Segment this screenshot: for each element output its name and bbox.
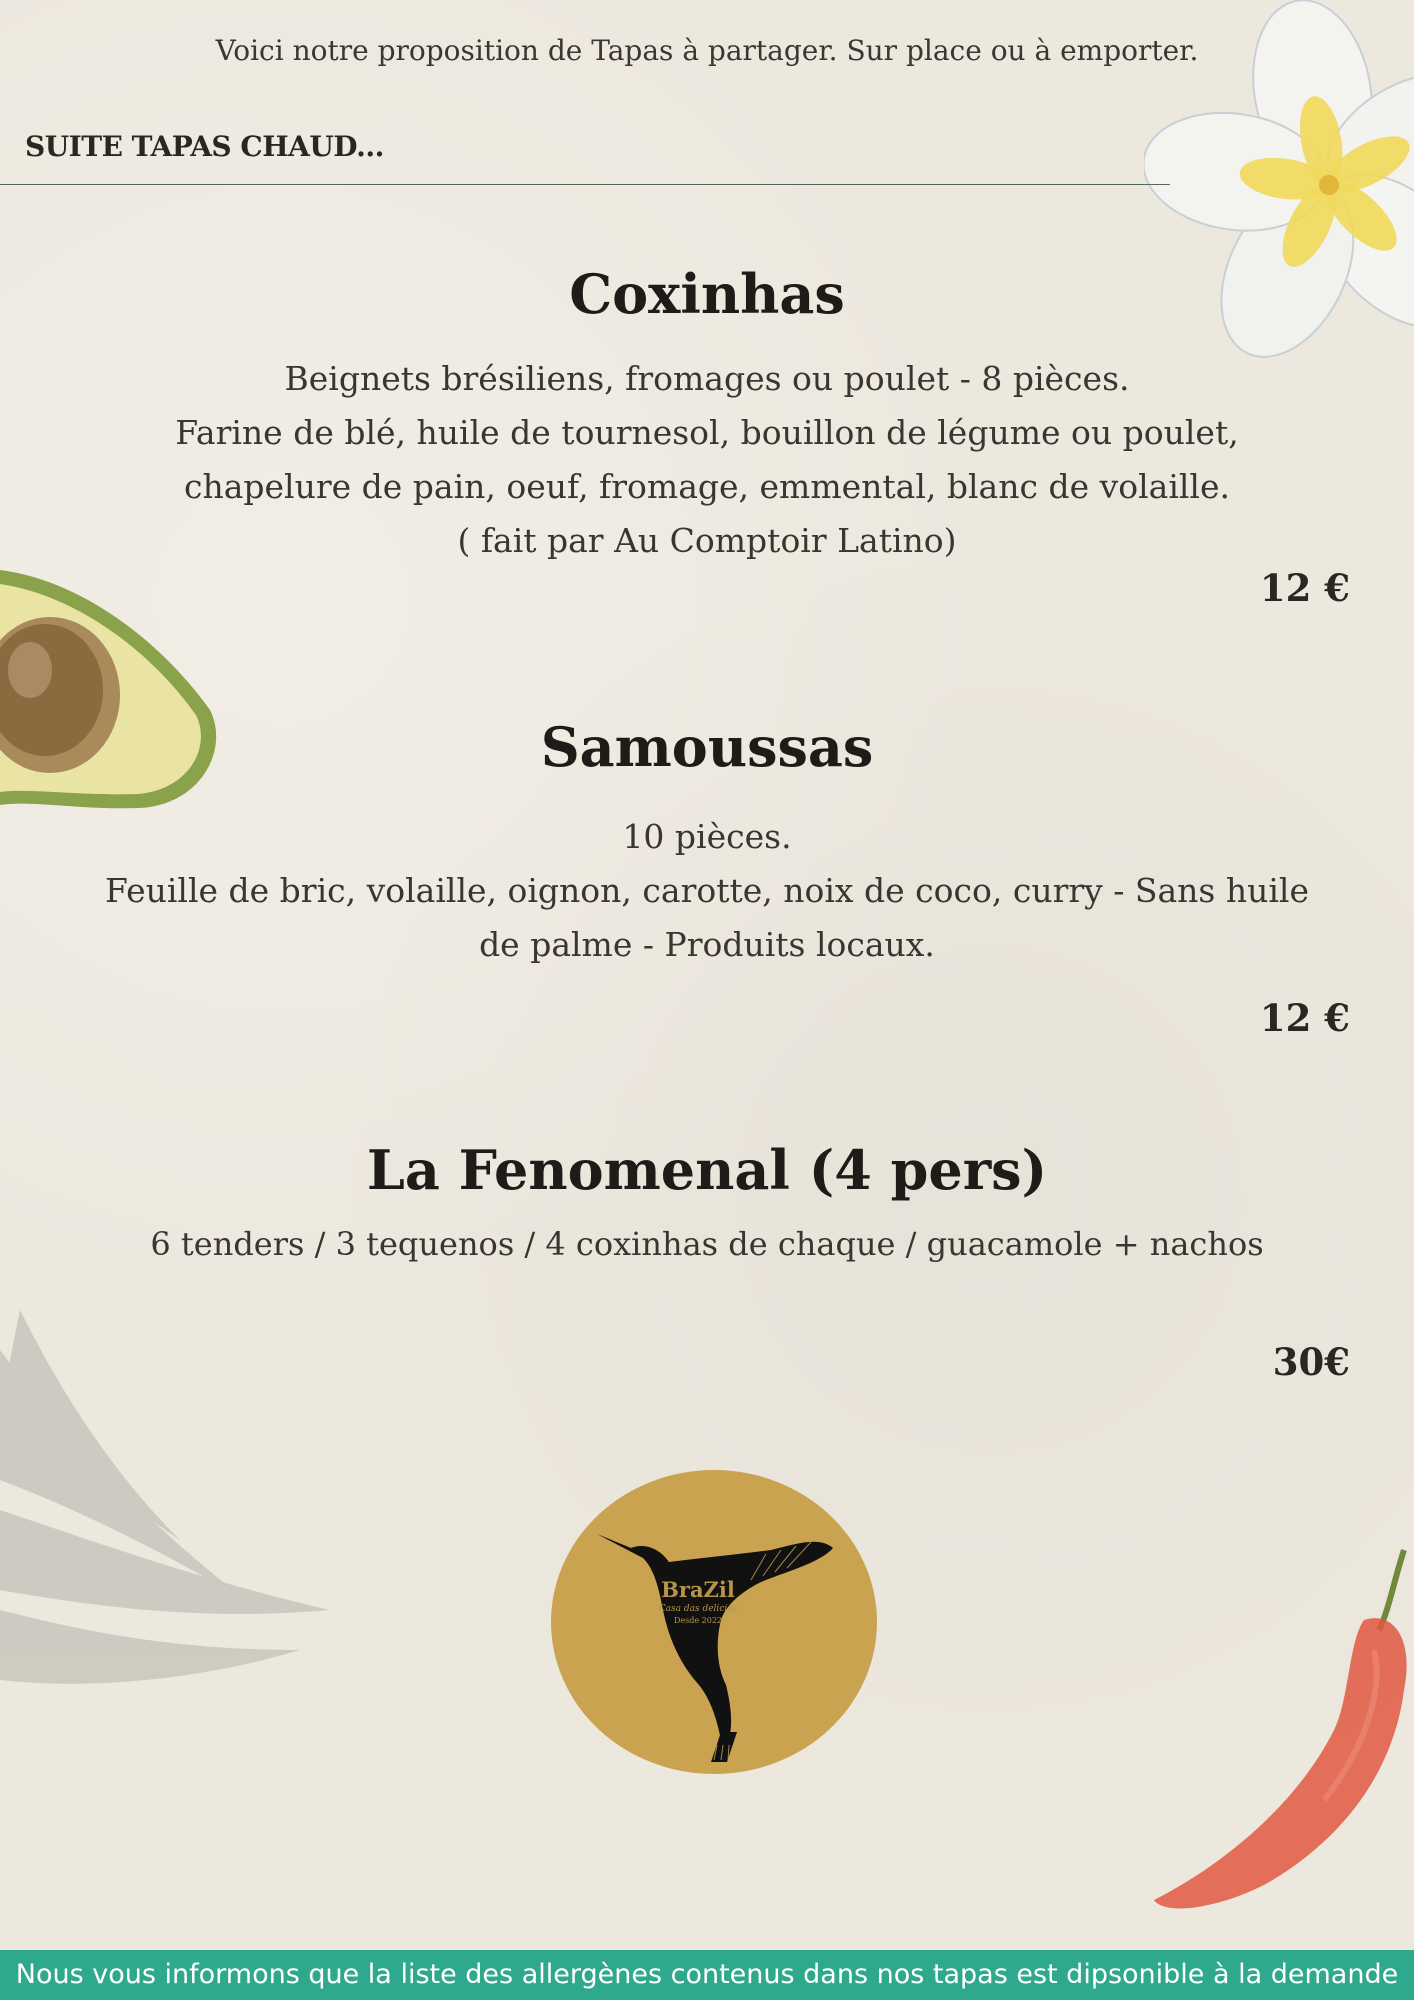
section-title: SUITE TAPAS CHAUD... <box>25 130 384 163</box>
allergen-notice-bar: Nous vous informons que la liste des allergènes contenus dans nos tapas est dipsonible à la demande <box>0 1950 1414 2000</box>
dish-description-line: Beignets brésiliens, fromages ou poulet - 8 pièces. <box>284 359 1130 398</box>
dish-price: 12 € <box>1259 996 1350 1040</box>
brazil-logo <box>551 1470 877 1774</box>
dish-description-line: ( fait par Au Comptoir Latino) <box>457 521 957 560</box>
avocado-half-icon <box>0 550 220 820</box>
section-divider <box>0 184 1170 185</box>
dish-description-line: chapelure de pain, oeuf, fromage, emmental, blanc de volaille. <box>183 467 1231 506</box>
red-chili-pepper-icon <box>1094 1540 1414 1920</box>
dish-price: 12 € <box>1259 566 1350 610</box>
dish-name: Samoussas <box>540 715 874 779</box>
dish-description-line: de palme - Produits locaux. <box>479 925 935 964</box>
logo-text <box>643 1577 753 1625</box>
dish-name: Coxinhas <box>569 262 845 326</box>
dish-description-line: Farine de blé, huile de tournesol, bouillon de légume ou poulet, <box>175 413 1239 452</box>
logo-tagline: Casa das delicias <box>658 1604 738 1614</box>
logo-since: Desde 2022 <box>673 1616 722 1625</box>
dish-description-line: 6 tenders / 3 tequenos / 4 coxinhas de chaque / guacamole + nachos <box>150 1225 1264 1263</box>
dish-description <box>0 352 1414 568</box>
dish-description-line: Feuille de bric, volaille, oignon, carotte, noix de coco, curry - Sans huile <box>104 871 1310 910</box>
dish-description <box>0 810 1414 972</box>
palm-leaf-shadow-icon <box>0 1310 360 1740</box>
dish-price: 30€ <box>1272 1340 1350 1384</box>
logo-name: BraZil <box>661 1577 735 1602</box>
dish-name: La Fenomenal (4 pers) <box>366 1138 1048 1202</box>
intro-text: Voici notre proposition de Tapas à partager. Sur place ou à emporter. <box>215 34 1199 67</box>
dish-description <box>0 1217 1414 1271</box>
dish-description-line: 10 pièces. <box>622 817 792 856</box>
